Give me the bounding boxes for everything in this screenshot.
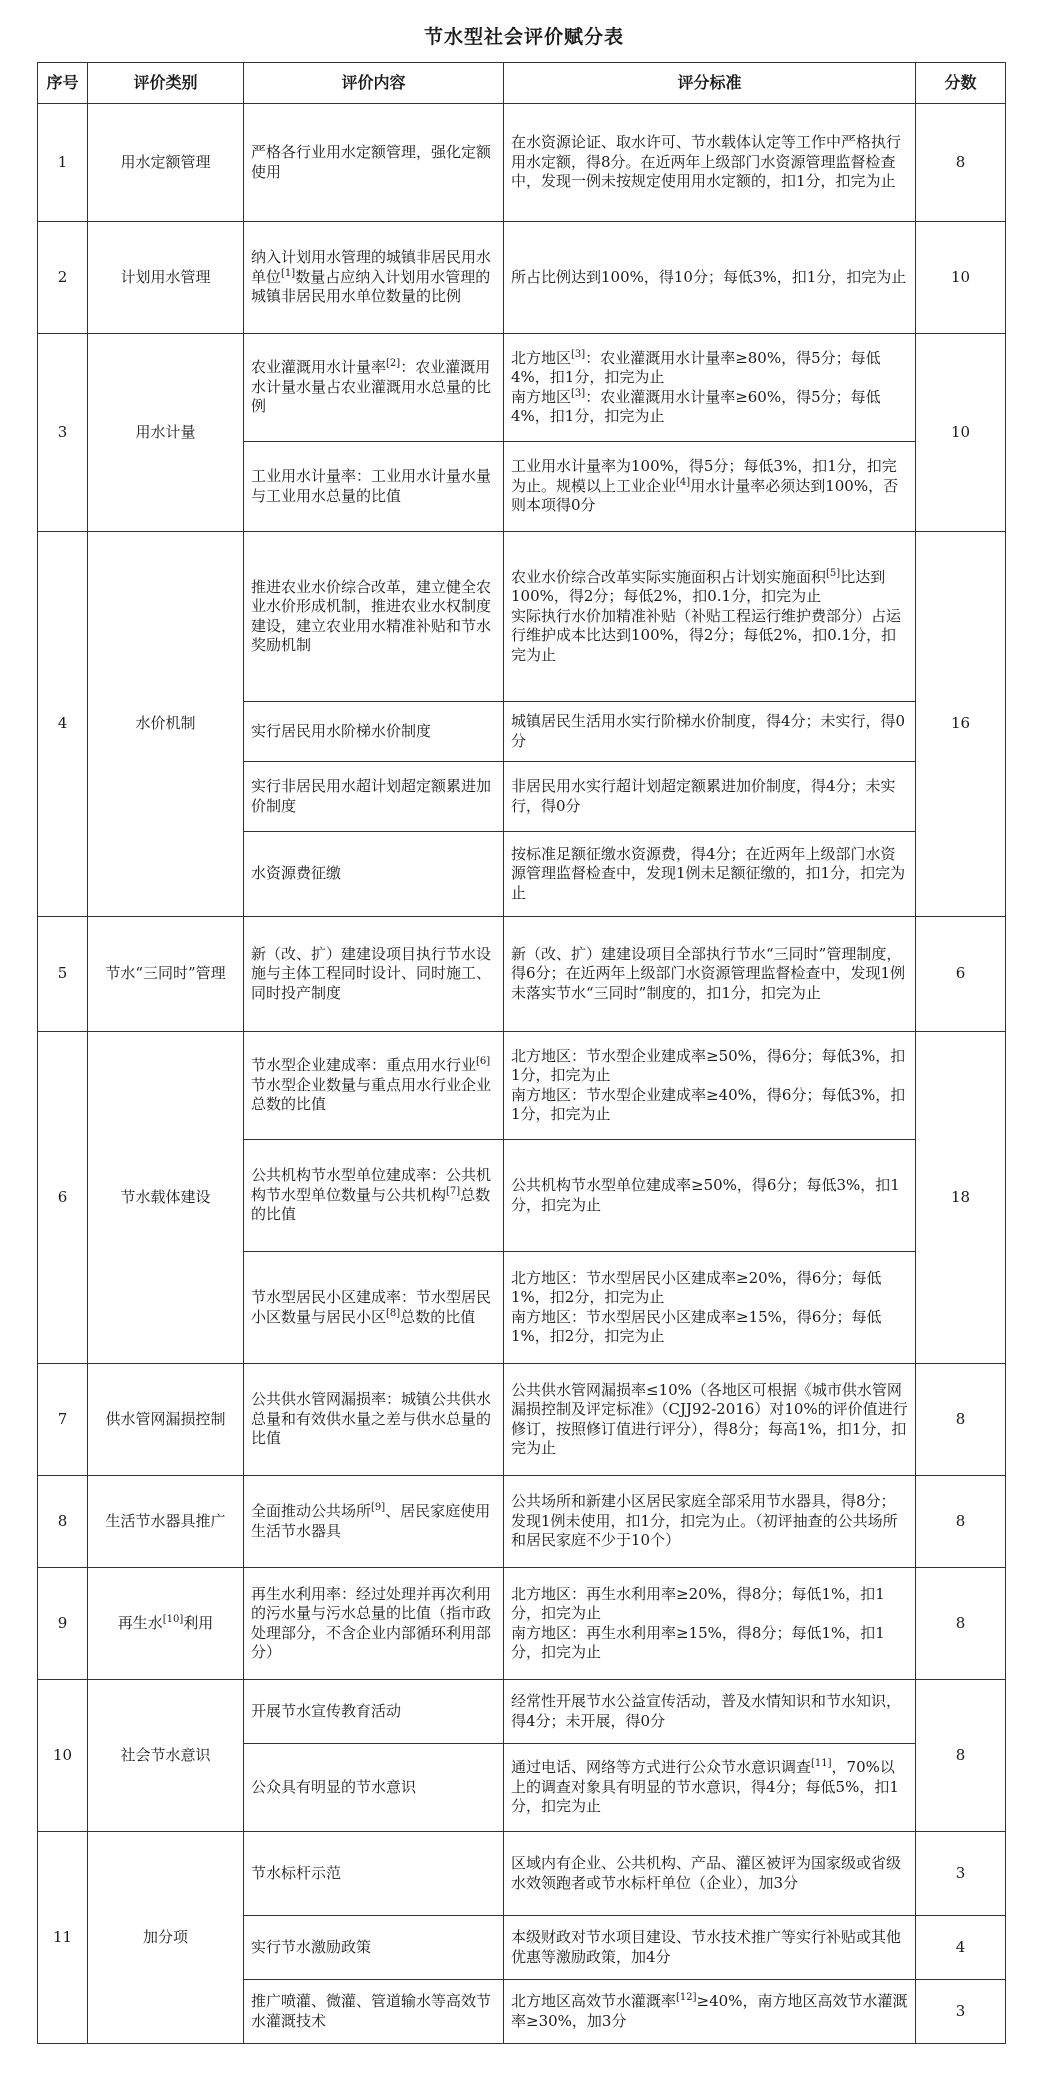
row-score: 4 xyxy=(916,1916,1006,1980)
row-standard: 按标准足额征缴水资源费，得4分；在近两年上级部门水资源管理监督检查中，发现1例未足额征缴的，扣1分，扣完为止 xyxy=(504,832,916,917)
row-number: 4 xyxy=(38,532,88,917)
row-standard: 本级财政对节水项目建设、节水技术推广等实行补贴或其他优惠等激励政策，加4分 xyxy=(504,1916,916,1980)
row-content: 节水标杆示范 xyxy=(244,1832,504,1916)
row-standard: 北方地区：节水型企业建成率≥50%，得6分；每低3%，扣1分，扣完为止 南方地区：节水型企业建成率≥40%，得6分；每低3%，扣1分，扣完为止 xyxy=(504,1032,916,1140)
row-category: 用水计量 xyxy=(88,334,244,532)
row-score: 8 xyxy=(916,1364,1006,1476)
row-standard: 非居民用水实行超计划超定额累进加价制度，得4分；未实行，得0分 xyxy=(504,762,916,832)
row-category: 供水管网漏损控制 xyxy=(88,1364,244,1476)
header-standard: 评分标准 xyxy=(504,63,916,104)
row-number: 11 xyxy=(38,1832,88,2044)
row-standard: 在水资源论证、取水许可、节水载体认定等工作中严格执行用水定额，得8分。在近两年上级部门水资源管理监督检查中，发现一例未按规定使用用水定额的，扣1分，扣完为止 xyxy=(504,104,916,222)
row-category: 节水“三同时”管理 xyxy=(88,917,244,1032)
row-content: 农业灌溉用水计量率[2]：农业灌溉用水计量水量占农业灌溉用水总量的比例 xyxy=(244,334,504,442)
table-row xyxy=(38,1568,1006,1680)
row-category: 加分项 xyxy=(88,1832,244,2044)
header-row xyxy=(38,63,1006,104)
table-row xyxy=(38,917,1006,1032)
row-standard: 通过电话、网络等方式进行公众节水意识调查[11]，70%以上的调查对象具有明显的节水意识，得4分；每低5%，扣1分，扣完为止 xyxy=(504,1744,916,1832)
row-content: 节水型居民小区建成率：节水型居民小区数量与居民小区[8]总数的比值 xyxy=(244,1252,504,1364)
row-score: 8 xyxy=(916,1568,1006,1680)
row-content: 工业用水计量率：工业用水计量水量与工业用水总量的比值 xyxy=(244,442,504,532)
row-standard: 北方地区：再生水利用率≥20%，得8分；每低1%，扣1分，扣完为止 南方地区：再生水利用率≥15%，得8分；每低1%，扣1分，扣完为止 xyxy=(504,1568,916,1680)
row-score: 10 xyxy=(916,222,1006,334)
row-score: 18 xyxy=(916,1032,1006,1364)
row-category: 计划用水管理 xyxy=(88,222,244,334)
table-row xyxy=(38,1364,1006,1476)
row-content: 再生水利用率：经过处理并再次利用的污水量与污水总量的比值（指市政处理部分，不含企业内部循环利用部分） xyxy=(244,1568,504,1680)
row-number: 2 xyxy=(38,222,88,334)
row-standard: 城镇居民生活用水实行阶梯水价制度，得4分；未实行，得0分 xyxy=(504,702,916,762)
row-standard: 公共场所和新建小区居民家庭全部采用节水器具，得8分；发现1例未使用，扣1分，扣完为止。（初评抽查的公共场所和居民家庭不少于10个） xyxy=(504,1476,916,1568)
table-row xyxy=(38,1832,1006,1916)
row-content: 实行非居民用水超计划超定额累进加价制度 xyxy=(244,762,504,832)
table-row xyxy=(38,1032,1006,1140)
row-standard: 区域内有企业、公共机构、产品、灌区被评为国家级或省级水效领跑者或节水标杆单位（企业），加3分 xyxy=(504,1832,916,1916)
header-no: 序号 xyxy=(38,63,88,104)
row-standard: 经常性开展节水公益宣传活动，普及水情知识和节水知识，得4分；未开展，得0分 xyxy=(504,1680,916,1744)
row-category: 社会节水意识 xyxy=(88,1680,244,1832)
row-content: 公共机构节水型单位建成率：公共机构节水型单位数量与公共机构[7]总数的比值 xyxy=(244,1140,504,1252)
row-standard: 北方地区[3]：农业灌溉用水计量率≥80%，得5分；每低4%，扣1分，扣完为止 南方地区[3]：农业灌溉用水计量率≥60%，得5分；每低4%，扣1分，扣完为止 xyxy=(504,334,916,442)
score-table xyxy=(37,62,1006,2044)
row-content: 公共供水管网漏损率：城镇公共供水总量和有效供水量之差与供水总量的比值 xyxy=(244,1364,504,1476)
row-standard: 公共供水管网漏损率≤10%（各地区可根据《城市供水管网漏损控制及评定标准》（CJJ92-2016）对10%的评价值进行修订，按照修订值进行评分），得8分；每高1%，扣1分，扣完为止 xyxy=(504,1364,916,1476)
row-score: 8 xyxy=(916,1680,1006,1832)
row-standard: 北方地区高效节水灌溉率[12]≥40%，南方地区高效节水灌溉率≥30%，加3分 xyxy=(504,1980,916,2044)
row-content: 全面推动公共场所[9]、居民家庭使用生活节水器具 xyxy=(244,1476,504,1568)
row-standard: 所占比例达到100%，得10分；每低3%，扣1分，扣完为止 xyxy=(504,222,916,334)
row-score: 8 xyxy=(916,104,1006,222)
row-standard: 工业用水计量率为100%，得5分；每低3%，扣1分，扣完为止。规模以上工业企业[4]用水计量率必须达到100%，否则本项得0分 xyxy=(504,442,916,532)
row-category: 再生水[10]利用 xyxy=(88,1568,244,1680)
row-content: 公众具有明显的节水意识 xyxy=(244,1744,504,1832)
row-score: 3 xyxy=(916,1980,1006,2044)
row-score: 8 xyxy=(916,1476,1006,1568)
row-number: 3 xyxy=(38,334,88,532)
table-row xyxy=(38,104,1006,222)
row-score: 16 xyxy=(916,532,1006,917)
row-number: 9 xyxy=(38,1568,88,1680)
row-number: 8 xyxy=(38,1476,88,1568)
row-content: 推进农业水价综合改革，建立健全农业水价形成机制，推进农业水权制度建设，建立农业用水精准补贴和节水奖励机制 xyxy=(244,532,504,702)
page-title: 节水型社会评价赋分表 xyxy=(423,26,624,48)
row-standard: 农业水价综合改革实际实施面积占计划实施面积[5]比达到100%，得2分；每低2%，扣0.1分，扣完为止 实际执行水价加精准补贴（补贴工程运行维护费部分）占运行维护成本比达到100%，得2分；每低2%，扣0.1分，扣完为止 xyxy=(504,532,916,702)
row-standard: 公共机构节水型单位建成率≥50%，得6分；每低3%，扣1分，扣完为止 xyxy=(504,1140,916,1252)
table-row xyxy=(38,222,1006,334)
row-score: 10 xyxy=(916,334,1006,532)
row-standard: 北方地区：节水型居民小区建成率≥20%，得6分；每低1%，扣2分，扣完为止 南方地区：节水型居民小区建成率≥15%，得6分；每低1%，扣2分，扣完为止 xyxy=(504,1252,916,1364)
row-content: 严格各行业用水定额管理，强化定额使用 xyxy=(244,104,504,222)
table-row xyxy=(38,532,1006,702)
row-content: 水资源费征缴 xyxy=(244,832,504,917)
table-row xyxy=(38,1680,1006,1744)
row-number: 7 xyxy=(38,1364,88,1476)
row-category: 水价机制 xyxy=(88,532,244,917)
row-number: 6 xyxy=(38,1032,88,1364)
row-category: 生活节水器具推广 xyxy=(88,1476,244,1568)
row-standard: 新（改、扩）建建设项目全部执行节水“三同时”管理制度，得6分；在近两年上级部门水资源管理监督检查中，发现1例未落实节水“三同时”制度的，扣1分，扣完为止 xyxy=(504,917,916,1032)
row-content: 推广喷灌、微灌、管道输水等高效节水灌溉技术 xyxy=(244,1980,504,2044)
row-number: 1 xyxy=(38,104,88,222)
row-content: 纳入计划用水管理的城镇非居民用水单位[1]数量占应纳入计划用水管理的城镇非居民用水单位数量的比例 xyxy=(244,222,504,334)
row-content: 节水型企业建成率：重点用水行业[6]节水型企业数量与重点用水行业企业总数的比值 xyxy=(244,1032,504,1140)
row-number: 10 xyxy=(38,1680,88,1832)
header-content: 评价内容 xyxy=(244,63,504,104)
header-score: 分数 xyxy=(916,63,1006,104)
row-category: 节水载体建设 xyxy=(88,1032,244,1364)
row-content: 实行节水激励政策 xyxy=(244,1916,504,1980)
row-category: 用水定额管理 xyxy=(88,104,244,222)
row-content: 开展节水宣传教育活动 xyxy=(244,1680,504,1744)
header-category: 评价类别 xyxy=(88,63,244,104)
row-content: 实行居民用水阶梯水价制度 xyxy=(244,702,504,762)
table-row xyxy=(38,334,1006,442)
row-score: 3 xyxy=(916,1832,1006,1916)
row-score: 6 xyxy=(916,917,1006,1032)
row-content: 新（改、扩）建建设项目执行节水设施与主体工程同时设计、同时施工、同时投产制度 xyxy=(244,917,504,1032)
table-row xyxy=(38,1476,1006,1568)
row-number: 5 xyxy=(38,917,88,1032)
